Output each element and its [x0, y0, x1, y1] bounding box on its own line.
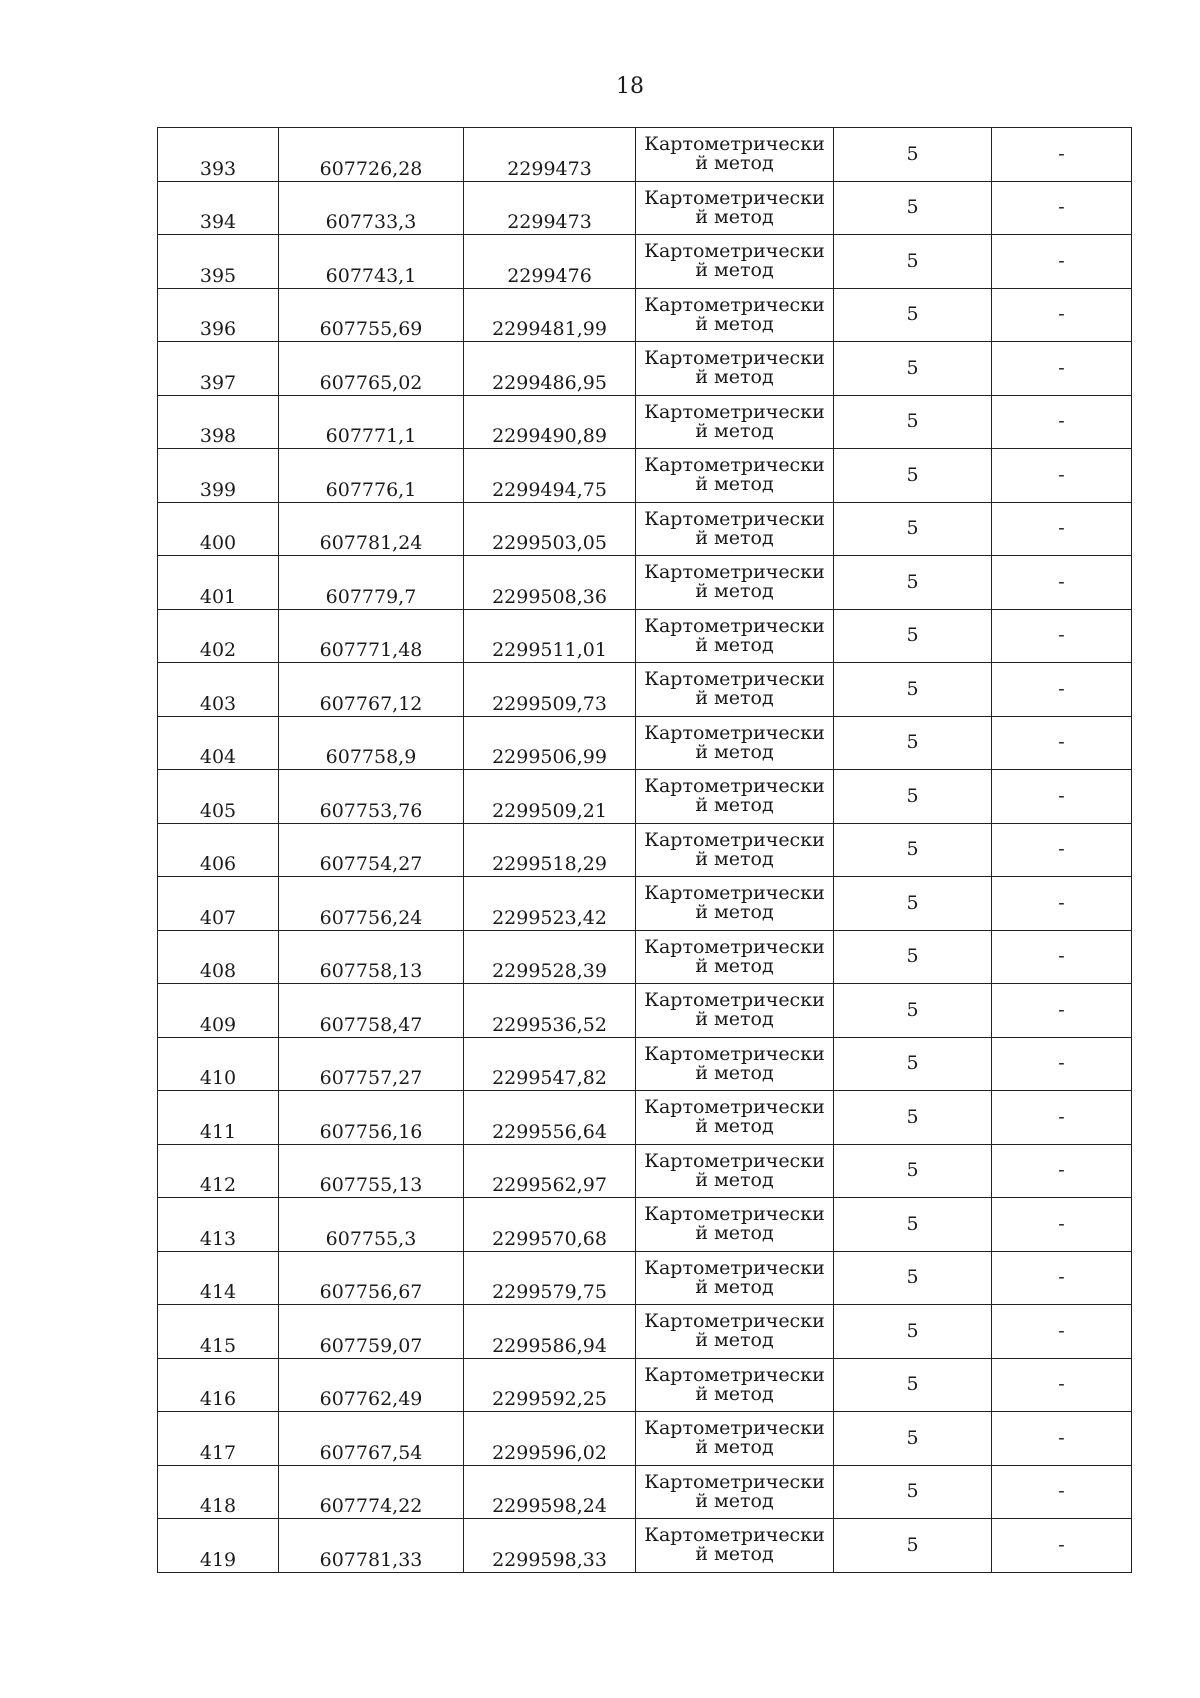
table-row — [158, 235, 1132, 289]
table-row — [158, 663, 1132, 717]
method-cell — [636, 1465, 834, 1519]
method-cell — [636, 1519, 834, 1573]
accuracy-cell: 5 — [834, 235, 992, 289]
method-line-1: Картометрически — [644, 882, 825, 905]
method-line-1: Картометрически — [644, 293, 825, 316]
table-row — [158, 1091, 1132, 1145]
method-cell — [636, 235, 834, 289]
method-line-1: Картометрически — [644, 1470, 825, 1493]
accuracy-cell: 5 — [834, 609, 992, 663]
point-number-cell: 410 — [158, 1037, 279, 1091]
x-coordinate-cell: 607743,1 — [279, 235, 464, 289]
method-cell — [636, 663, 834, 717]
method-line-2: й метод — [695, 259, 774, 282]
description-cell: - — [992, 1358, 1132, 1412]
method-line-2: й метод — [695, 366, 774, 389]
method-cell — [636, 1251, 834, 1305]
table-row — [158, 1305, 1132, 1359]
method-line-2: й метод — [695, 687, 774, 710]
x-coordinate-cell: 607757,27 — [279, 1037, 464, 1091]
table-row — [158, 395, 1132, 449]
description-cell: - — [992, 449, 1132, 503]
y-coordinate-cell: 2299528,39 — [464, 930, 636, 984]
method-cell — [636, 1412, 834, 1466]
method-cell — [636, 716, 834, 770]
accuracy-cell: 5 — [834, 1037, 992, 1091]
point-number-cell: 413 — [158, 1198, 279, 1252]
accuracy-cell: 5 — [834, 1251, 992, 1305]
method-line-2: й метод — [695, 633, 774, 656]
method-line-1: Картометрически — [644, 775, 825, 798]
description-cell: - — [992, 1519, 1132, 1573]
y-coordinate-cell: 2299503,05 — [464, 502, 636, 556]
table-row — [158, 556, 1132, 610]
point-number-cell: 404 — [158, 716, 279, 770]
y-coordinate-cell: 2299547,82 — [464, 1037, 636, 1091]
x-coordinate-cell: 607753,76 — [279, 770, 464, 824]
table-row — [158, 128, 1132, 182]
method-line-1: Картометрически — [644, 668, 825, 691]
point-number-cell: 418 — [158, 1465, 279, 1519]
accuracy-cell: 5 — [834, 1358, 992, 1412]
method-line-2: й метод — [695, 205, 774, 228]
point-number-cell: 393 — [158, 128, 279, 182]
description-cell: - — [992, 770, 1132, 824]
point-number-cell: 412 — [158, 1144, 279, 1198]
x-coordinate-cell: 607767,54 — [279, 1412, 464, 1466]
y-coordinate-cell: 2299586,94 — [464, 1305, 636, 1359]
table-row — [158, 877, 1132, 931]
description-cell: - — [992, 1305, 1132, 1359]
method-line-2: й метод — [695, 1436, 774, 1459]
y-coordinate-cell: 2299486,95 — [464, 342, 636, 396]
method-line-2: й метод — [695, 847, 774, 870]
x-coordinate-cell: 607779,7 — [279, 556, 464, 610]
point-number-cell: 405 — [158, 770, 279, 824]
y-coordinate-cell: 2299473 — [464, 181, 636, 235]
method-line-2: й метод — [695, 1168, 774, 1191]
description-cell: - — [992, 342, 1132, 396]
x-coordinate-cell: 607759,07 — [279, 1305, 464, 1359]
description-cell: - — [992, 235, 1132, 289]
method-line-1: Картометрически — [644, 1256, 825, 1279]
x-coordinate-cell: 607781,24 — [279, 502, 464, 556]
method-line-1: Картометрически — [644, 1042, 825, 1065]
description-cell: - — [992, 930, 1132, 984]
method-line-1: Картометрически — [644, 989, 825, 1012]
point-number-cell: 396 — [158, 288, 279, 342]
description-cell: - — [992, 556, 1132, 610]
point-number-cell: 398 — [158, 395, 279, 449]
method-line-1: Картометрически — [644, 400, 825, 423]
y-coordinate-cell: 2299536,52 — [464, 984, 636, 1038]
method-line-2: й метод — [695, 1382, 774, 1405]
x-coordinate-cell: 607758,47 — [279, 984, 464, 1038]
y-coordinate-cell: 2299506,99 — [464, 716, 636, 770]
table-row — [158, 823, 1132, 877]
point-number-cell: 400 — [158, 502, 279, 556]
method-line-2: й метод — [695, 1008, 774, 1031]
x-coordinate-cell: 607771,48 — [279, 609, 464, 663]
description-cell: - — [992, 288, 1132, 342]
y-coordinate-cell: 2299556,64 — [464, 1091, 636, 1145]
coordinates-table — [157, 127, 1132, 1573]
x-coordinate-cell: 607756,67 — [279, 1251, 464, 1305]
table-row — [158, 1465, 1132, 1519]
accuracy-cell: 5 — [834, 556, 992, 610]
method-line-2: й метод — [695, 1061, 774, 1084]
y-coordinate-cell: 2299481,99 — [464, 288, 636, 342]
method-line-1: Картометрически — [644, 561, 825, 584]
description-cell: - — [992, 663, 1132, 717]
point-number-cell: 397 — [158, 342, 279, 396]
x-coordinate-cell: 607756,16 — [279, 1091, 464, 1145]
table-row — [158, 1251, 1132, 1305]
method-cell — [636, 1091, 834, 1145]
description-cell: - — [992, 716, 1132, 770]
y-coordinate-cell: 2299598,24 — [464, 1465, 636, 1519]
method-line-2: й метод — [695, 1275, 774, 1298]
y-coordinate-cell: 2299570,68 — [464, 1198, 636, 1252]
method-line-1: Картометрически — [644, 240, 825, 263]
table-row — [158, 930, 1132, 984]
accuracy-cell: 5 — [834, 770, 992, 824]
method-line-1: Картометрически — [644, 828, 825, 851]
method-cell — [636, 449, 834, 503]
method-cell — [636, 823, 834, 877]
method-line-1: Картометрически — [644, 721, 825, 744]
x-coordinate-cell: 607754,27 — [279, 823, 464, 877]
method-line-2: й метод — [695, 1222, 774, 1245]
point-number-cell: 409 — [158, 984, 279, 1038]
method-line-1: Картометрически — [644, 507, 825, 530]
description-cell: - — [992, 1144, 1132, 1198]
method-line-2: й метод — [695, 794, 774, 817]
method-line-1: Картометрически — [644, 1149, 825, 1172]
y-coordinate-cell: 2299511,01 — [464, 609, 636, 663]
accuracy-cell: 5 — [834, 288, 992, 342]
method-line-1: Картометрически — [644, 1310, 825, 1333]
method-cell — [636, 288, 834, 342]
x-coordinate-cell: 607762,49 — [279, 1358, 464, 1412]
table-row — [158, 609, 1132, 663]
x-coordinate-cell: 607755,13 — [279, 1144, 464, 1198]
point-number-cell: 399 — [158, 449, 279, 503]
accuracy-cell: 5 — [834, 502, 992, 556]
accuracy-cell: 5 — [834, 449, 992, 503]
y-coordinate-cell: 2299518,29 — [464, 823, 636, 877]
y-coordinate-cell: 2299509,21 — [464, 770, 636, 824]
method-line-1: Картометрически — [644, 347, 825, 370]
description-cell: - — [992, 1251, 1132, 1305]
x-coordinate-cell: 607726,28 — [279, 128, 464, 182]
accuracy-cell: 5 — [834, 128, 992, 182]
method-cell — [636, 1198, 834, 1252]
description-cell: - — [992, 984, 1132, 1038]
method-line-2: й метод — [695, 312, 774, 335]
accuracy-cell: 5 — [834, 1091, 992, 1145]
description-cell: - — [992, 877, 1132, 931]
table-row — [158, 502, 1132, 556]
table-body — [158, 128, 1132, 1573]
method-cell — [636, 877, 834, 931]
x-coordinate-cell: 607765,02 — [279, 342, 464, 396]
accuracy-cell: 5 — [834, 1412, 992, 1466]
x-coordinate-cell: 607771,1 — [279, 395, 464, 449]
method-line-1: Картометрически — [644, 1203, 825, 1226]
description-cell: - — [992, 395, 1132, 449]
x-coordinate-cell: 607776,1 — [279, 449, 464, 503]
table-row — [158, 288, 1132, 342]
method-line-2: й метод — [695, 954, 774, 977]
method-cell — [636, 1037, 834, 1091]
method-cell — [636, 770, 834, 824]
method-cell — [636, 181, 834, 235]
table-row — [158, 449, 1132, 503]
table-row — [158, 716, 1132, 770]
y-coordinate-cell: 2299476 — [464, 235, 636, 289]
method-cell — [636, 984, 834, 1038]
accuracy-cell: 5 — [834, 930, 992, 984]
method-line-1: Картометрически — [644, 935, 825, 958]
method-cell — [636, 395, 834, 449]
accuracy-cell: 5 — [834, 1198, 992, 1252]
x-coordinate-cell: 607733,3 — [279, 181, 464, 235]
accuracy-cell: 5 — [834, 395, 992, 449]
accuracy-cell: 5 — [834, 1144, 992, 1198]
description-cell: - — [992, 1037, 1132, 1091]
method-cell — [636, 502, 834, 556]
table-row — [158, 770, 1132, 824]
description-cell: - — [992, 128, 1132, 182]
point-number-cell: 406 — [158, 823, 279, 877]
y-coordinate-cell: 2299579,75 — [464, 1251, 636, 1305]
x-coordinate-cell: 607755,69 — [279, 288, 464, 342]
page-number: 18 — [616, 74, 644, 99]
y-coordinate-cell: 2299494,75 — [464, 449, 636, 503]
point-number-cell: 414 — [158, 1251, 279, 1305]
method-line-1: Картометрически — [644, 454, 825, 477]
x-coordinate-cell: 607755,3 — [279, 1198, 464, 1252]
method-line-1: Картометрически — [644, 1096, 825, 1119]
accuracy-cell: 5 — [834, 984, 992, 1038]
y-coordinate-cell: 2299562,97 — [464, 1144, 636, 1198]
x-coordinate-cell: 607767,12 — [279, 663, 464, 717]
method-cell — [636, 930, 834, 984]
accuracy-cell: 5 — [834, 823, 992, 877]
method-line-2: й метод — [695, 740, 774, 763]
point-number-cell: 407 — [158, 877, 279, 931]
description-cell: - — [992, 181, 1132, 235]
y-coordinate-cell: 2299592,25 — [464, 1358, 636, 1412]
method-cell — [636, 1358, 834, 1412]
point-number-cell: 408 — [158, 930, 279, 984]
accuracy-cell: 5 — [834, 342, 992, 396]
accuracy-cell: 5 — [834, 1465, 992, 1519]
method-line-2: й метод — [695, 1543, 774, 1566]
y-coordinate-cell: 2299598,33 — [464, 1519, 636, 1573]
accuracy-cell: 5 — [834, 1519, 992, 1573]
y-coordinate-cell: 2299473 — [464, 128, 636, 182]
x-coordinate-cell: 607774,22 — [279, 1465, 464, 1519]
method-line-1: Картометрически — [644, 1417, 825, 1440]
table-row — [158, 1037, 1132, 1091]
accuracy-cell: 5 — [834, 181, 992, 235]
table-row — [158, 1144, 1132, 1198]
x-coordinate-cell: 607758,13 — [279, 930, 464, 984]
method-cell — [636, 1144, 834, 1198]
point-number-cell: 394 — [158, 181, 279, 235]
method-line-2: й метод — [695, 1329, 774, 1352]
table-row — [158, 181, 1132, 235]
method-line-1: Картометрически — [644, 186, 825, 209]
description-cell: - — [992, 502, 1132, 556]
description-cell: - — [992, 1198, 1132, 1252]
method-cell — [636, 342, 834, 396]
description-cell: - — [992, 1412, 1132, 1466]
point-number-cell: 403 — [158, 663, 279, 717]
point-number-cell: 401 — [158, 556, 279, 610]
method-line-2: й метод — [695, 901, 774, 924]
method-line-1: Картометрически — [644, 1524, 825, 1547]
description-cell: - — [992, 823, 1132, 877]
method-line-2: й метод — [695, 1115, 774, 1138]
x-coordinate-cell: 607781,33 — [279, 1519, 464, 1573]
point-number-cell: 415 — [158, 1305, 279, 1359]
accuracy-cell: 5 — [834, 716, 992, 770]
y-coordinate-cell: 2299490,89 — [464, 395, 636, 449]
y-coordinate-cell: 2299523,42 — [464, 877, 636, 931]
accuracy-cell: 5 — [834, 1305, 992, 1359]
point-number-cell: 416 — [158, 1358, 279, 1412]
table-row — [158, 342, 1132, 396]
x-coordinate-cell: 607756,24 — [279, 877, 464, 931]
method-line-2: й метод — [695, 1489, 774, 1512]
point-number-cell: 419 — [158, 1519, 279, 1573]
point-number-cell: 395 — [158, 235, 279, 289]
accuracy-cell: 5 — [834, 877, 992, 931]
description-cell: - — [992, 1465, 1132, 1519]
method-line-2: й метод — [695, 419, 774, 442]
y-coordinate-cell: 2299509,73 — [464, 663, 636, 717]
x-coordinate-cell: 607758,9 — [279, 716, 464, 770]
table-row — [158, 984, 1132, 1038]
method-line-2: й метод — [695, 473, 774, 496]
method-line-1: Картометрически — [644, 614, 825, 637]
method-cell — [636, 128, 834, 182]
method-cell — [636, 556, 834, 610]
description-cell: - — [992, 609, 1132, 663]
method-cell — [636, 609, 834, 663]
y-coordinate-cell: 2299508,36 — [464, 556, 636, 610]
point-number-cell: 402 — [158, 609, 279, 663]
method-line-1: Картометрически — [644, 1363, 825, 1386]
table-row — [158, 1519, 1132, 1573]
point-number-cell: 417 — [158, 1412, 279, 1466]
method-line-1: Картометрически — [644, 133, 825, 156]
method-line-2: й метод — [695, 152, 774, 175]
table-row — [158, 1198, 1132, 1252]
y-coordinate-cell: 2299596,02 — [464, 1412, 636, 1466]
description-cell: - — [992, 1091, 1132, 1145]
table-row — [158, 1358, 1132, 1412]
method-cell — [636, 1305, 834, 1359]
method-line-2: й метод — [695, 580, 774, 603]
table-row — [158, 1412, 1132, 1466]
accuracy-cell: 5 — [834, 663, 992, 717]
point-number-cell: 411 — [158, 1091, 279, 1145]
method-line-2: й метод — [695, 526, 774, 549]
